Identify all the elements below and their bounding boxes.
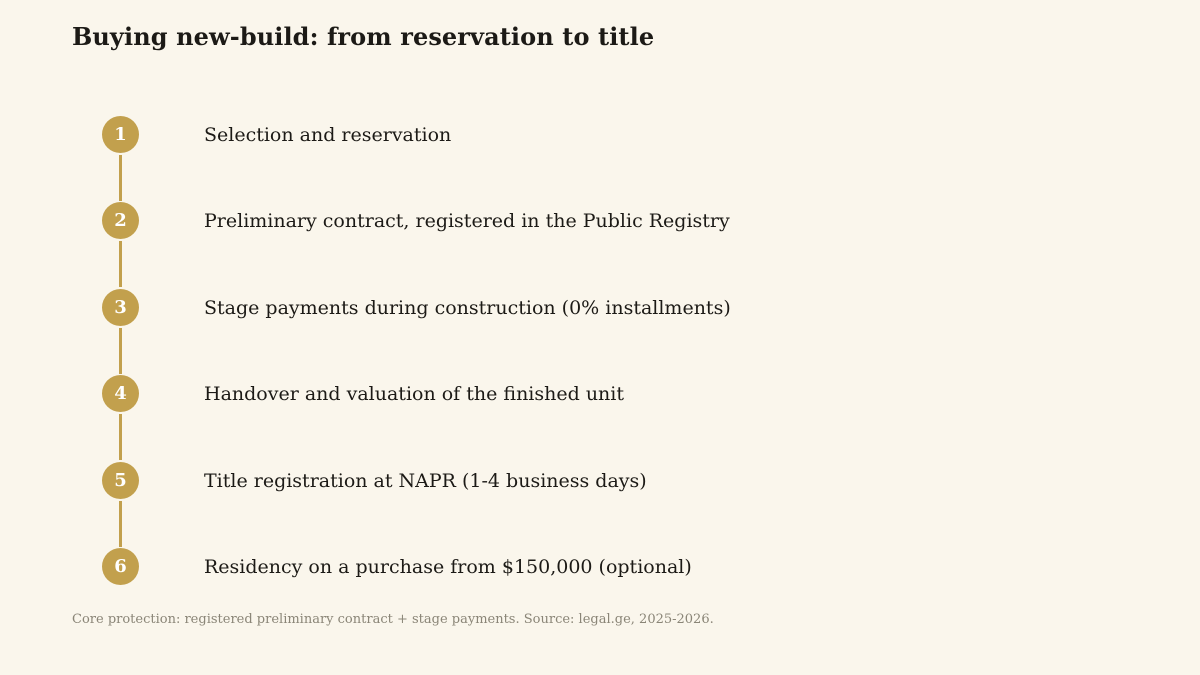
connector-4-5 xyxy=(119,414,122,460)
step-label: Selection and reservation xyxy=(204,124,452,146)
step-3 xyxy=(0,288,1200,328)
step-number-badge: 6 xyxy=(102,548,139,585)
step-number-badge: 4 xyxy=(102,375,139,412)
step-label: Handover and valuation of the finished unit xyxy=(204,383,625,405)
step-4 xyxy=(0,374,1200,414)
step-number-badge: 2 xyxy=(102,202,139,239)
connector-1-2 xyxy=(119,155,122,201)
step-number-badge: 1 xyxy=(102,116,139,153)
step-5 xyxy=(0,461,1200,501)
step-label: Preliminary contract, registered in the Public Registry xyxy=(204,210,730,232)
source-footnote: Core protection: registered preliminary contract + stage payments. Source: legal.ge, 2025-2026. xyxy=(72,612,714,627)
step-label: Residency on a purchase from $150,000 (optional) xyxy=(204,556,692,578)
step-number-badge: 5 xyxy=(102,462,139,499)
step-label: Title registration at NAPR (1-4 business days) xyxy=(204,470,647,492)
step-label: Stage payments during construction (0% installments) xyxy=(204,297,731,319)
connector-3-4 xyxy=(119,328,122,374)
step-6 xyxy=(0,547,1200,587)
step-2 xyxy=(0,201,1200,241)
page-title: Buying new-build: from reservation to title xyxy=(72,22,655,51)
connector-2-3 xyxy=(119,241,122,287)
step-1 xyxy=(0,115,1200,155)
step-number-badge: 3 xyxy=(102,289,139,326)
connector-5-6 xyxy=(119,501,122,547)
